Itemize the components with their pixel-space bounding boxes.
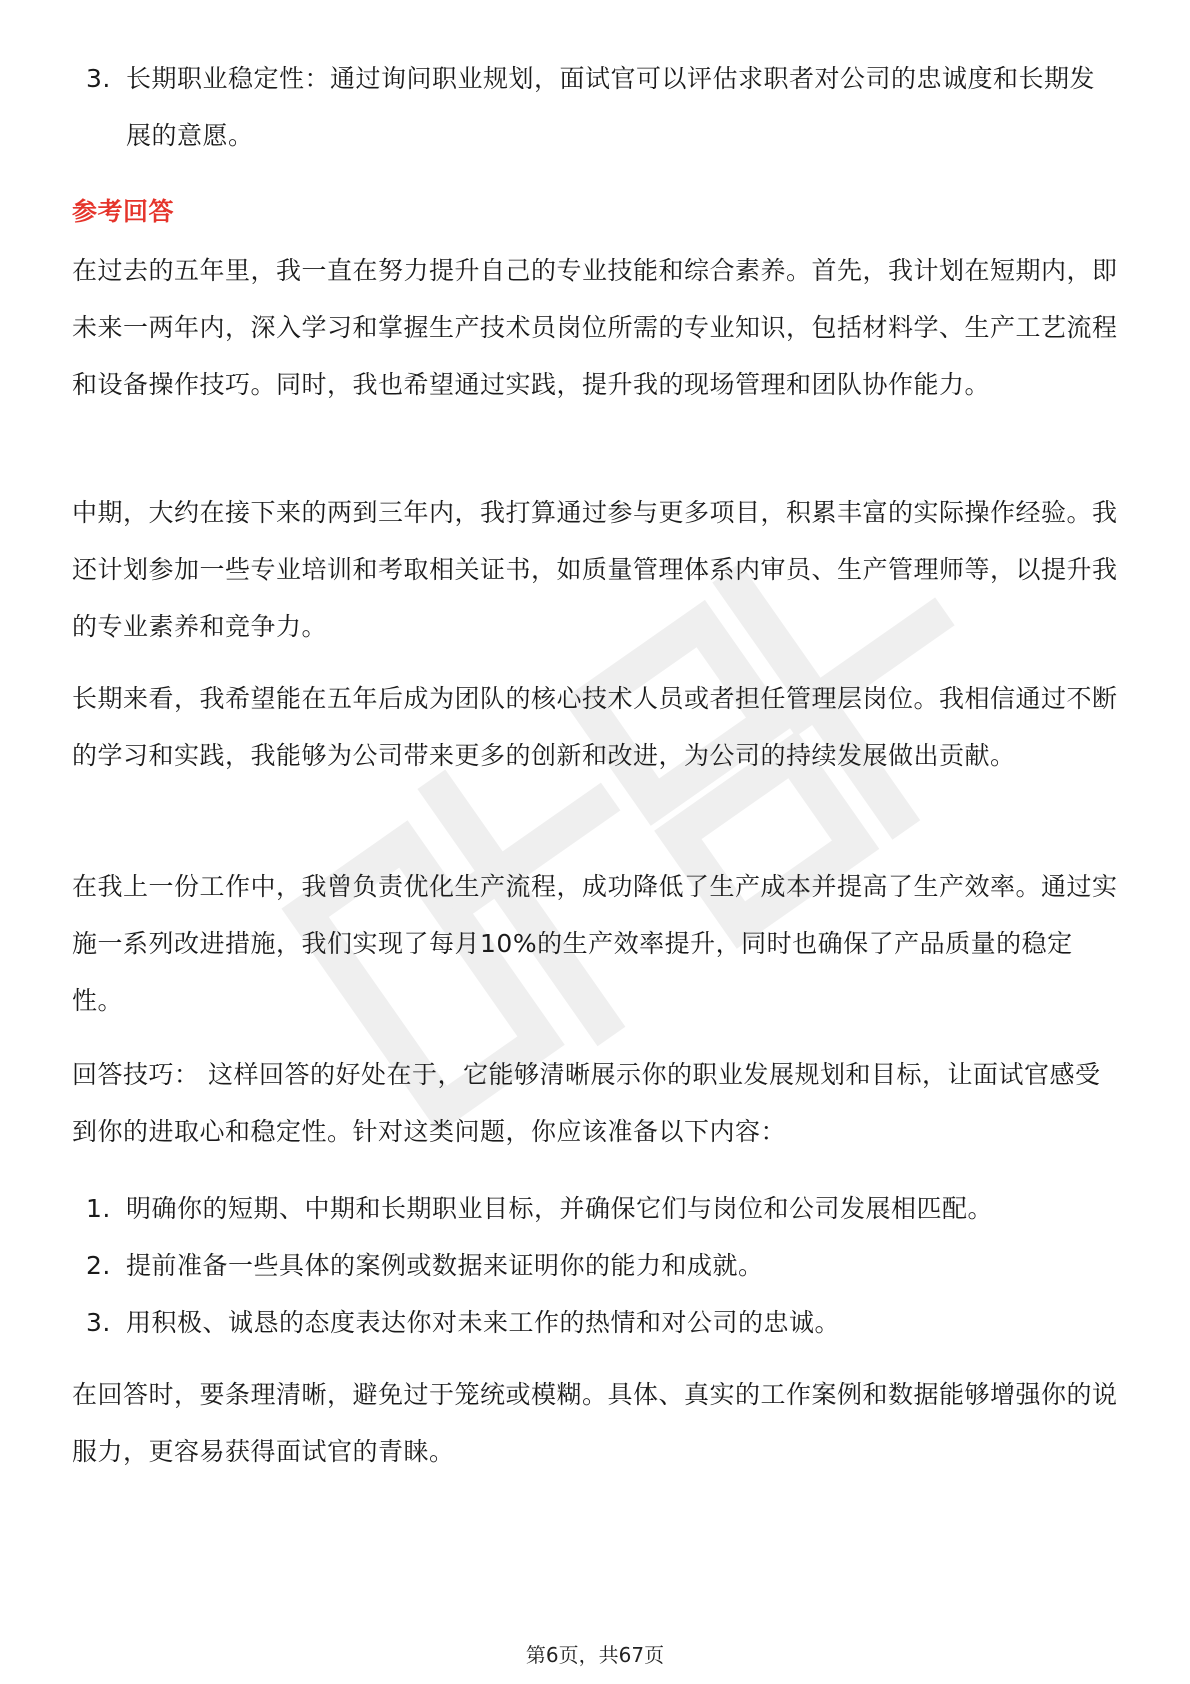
paragraph-tips: 回答技巧： 这样回答的好处在于，它能够清晰展示你的职业发展规划和目标，让面试官感受到你的进取心和稳定性。针对这类问题，你应该准备以下内容： bbox=[72, 1060, 1101, 1146]
list-item-text: 提前准备一些具体的案例或数据来证明你的能力和成就。 bbox=[126, 1251, 764, 1280]
list-item bbox=[86, 1294, 1120, 1351]
list-item bbox=[86, 1180, 1120, 1237]
tips-list bbox=[86, 1180, 1120, 1351]
criteria-list bbox=[86, 50, 1120, 164]
list-item-number: 1. bbox=[86, 1194, 111, 1223]
paragraph-short-term: 在过去的五年里，我一直在努力提升自己的专业技能和综合素养。首先，我计划在短期内，即未来一两年内，深入学习和掌握生产技术员岗位所需的专业知识，包括材料学、生产工艺流程和设备操作技巧。同时，我也希望通过实践，提升我的现场管理和团队协作能力。 bbox=[72, 256, 1118, 399]
paragraph-experience: 在我上一份工作中，我曾负责优化生产流程，成功降低了生产成本并提高了生产效率。通过实施一系列改进措施，我们实现了每月10%的生产效率提升，同时也确保了产品质量的稳定性。 bbox=[72, 872, 1118, 1015]
list-item-number: 3. bbox=[86, 1308, 111, 1337]
list-item bbox=[86, 50, 1120, 164]
list-item-number: 2. bbox=[86, 1251, 111, 1280]
section-heading: 参考回答 bbox=[72, 197, 175, 226]
paragraph-closing: 在回答时，要条理清晰，避免过于笼统或模糊。具体、真实的工作案例和数据能够增强你的说服力，更容易获得面试官的青睐。 bbox=[72, 1380, 1118, 1466]
list-item bbox=[86, 1237, 1120, 1294]
list-item-text: 长期职业稳定性：通过询问职业规划，面试官可以评估求职者对公司的忠诚度和长期发展的意愿。 bbox=[126, 64, 1096, 150]
list-item-number: 3. bbox=[86, 64, 111, 93]
page-number-footer: 第6页，共67页 bbox=[525, 1643, 665, 1667]
paragraph-long-term: 长期来看，我希望能在五年后成为团队的核心技术人员或者担任管理层岗位。我相信通过不断的学习和实践，我能够为公司带来更多的创新和改进，为公司的持续发展做出贡献。 bbox=[72, 684, 1118, 770]
list-item-text: 用积极、诚恳的态度表达你对未来工作的热情和对公司的忠诚。 bbox=[126, 1308, 841, 1337]
paragraph-mid-term: 中期，大约在接下来的两到三年内，我打算通过参与更多项目，积累丰富的实际操作经验。我还计划参加一些专业培训和考取相关证书，如质量管理体系内审员、生产管理师等，以提升我的专业素养和竞争力。 bbox=[72, 498, 1118, 641]
list-item-text: 明确你的短期、中期和长期职业目标，并确保它们与岗位和公司发展相匹配。 bbox=[126, 1194, 994, 1223]
